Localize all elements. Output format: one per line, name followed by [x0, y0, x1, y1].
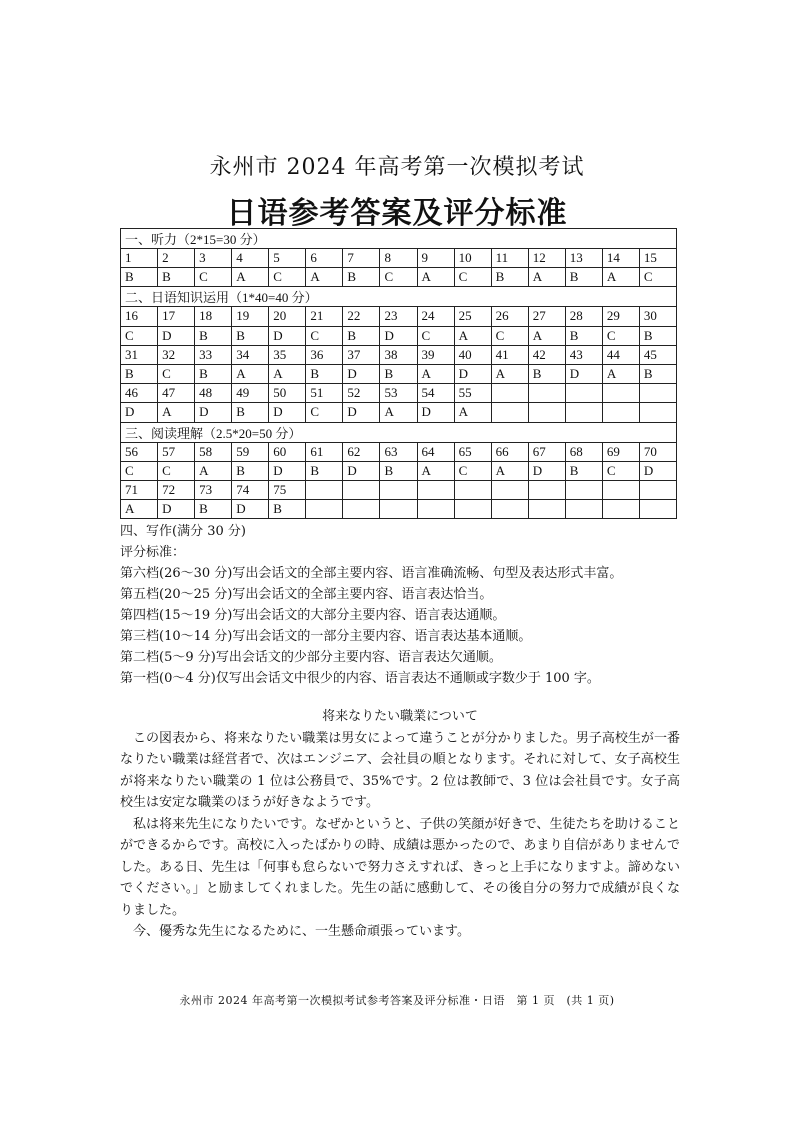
grade-line: 第五档(20～25 分)写出会话文的全部主要内容、语言表达恰当。 [120, 587, 493, 602]
answer-cell: D [639, 461, 676, 480]
question-number-cell: 60 [269, 442, 306, 461]
answer-cell: B [306, 364, 343, 383]
answer-cell: A [602, 268, 639, 287]
answer-cell: D [232, 500, 269, 519]
answer-cell: B [639, 326, 676, 345]
question-number-cell: 73 [195, 480, 232, 499]
question-number-cell: 63 [380, 442, 417, 461]
question-number-cell: 13 [565, 249, 602, 268]
question-number-cell: 69 [602, 442, 639, 461]
answer-cell: C [454, 268, 491, 287]
writing-criteria [120, 521, 680, 689]
exam-title: 永州市 2024 年高考第一次模拟考试 [209, 155, 585, 180]
question-number-cell: 74 [232, 480, 269, 499]
question-number-row [121, 307, 677, 326]
answer-cell: D [380, 326, 417, 345]
answer-cell [306, 500, 343, 519]
question-number-cell: 46 [121, 384, 158, 403]
answer-cell: A [528, 268, 565, 287]
answer-cell: B [639, 364, 676, 383]
question-number-cell [639, 384, 676, 403]
answer-cell: B [232, 403, 269, 422]
section-label: 二、日语知识运用（1*40=40 分） [121, 287, 677, 307]
answer-cell: A [454, 403, 491, 422]
answer-cell: A [158, 403, 195, 422]
answer-cell [491, 500, 528, 519]
question-number-cell: 38 [380, 345, 417, 364]
question-number-cell: 47 [158, 384, 195, 403]
answer-cell: B [528, 364, 565, 383]
question-number-cell: 2 [158, 249, 195, 268]
question-number-cell: 43 [565, 345, 602, 364]
question-number-cell: 58 [195, 442, 232, 461]
answer-cell: B [121, 364, 158, 383]
question-number-cell: 75 [269, 480, 306, 499]
answer-cell [639, 500, 676, 519]
question-number-cell: 8 [380, 249, 417, 268]
answer-cell: B [491, 268, 528, 287]
answer-cell: D [158, 326, 195, 345]
question-number-row [121, 442, 677, 461]
answer-cell: D [454, 364, 491, 383]
question-number-cell: 54 [417, 384, 454, 403]
question-number-cell: 48 [195, 384, 232, 403]
answer-cell [343, 500, 380, 519]
grade-line: 第四档(15～19 分)写出会话文的大部分主要内容、语言表达通顺。 [120, 608, 506, 623]
grade-line: 第六档(26～30 分)写出会话文的全部主要内容、语言准确流畅、句型及表达形式丰富。 [120, 566, 623, 581]
question-number-cell: 61 [306, 442, 343, 461]
answer-row [121, 403, 677, 422]
answer-cell: A [195, 461, 232, 480]
question-number-cell: 37 [343, 345, 380, 364]
answer-cell: B [380, 364, 417, 383]
answer-cell: A [491, 461, 528, 480]
question-number-cell: 50 [269, 384, 306, 403]
question-number-cell: 59 [232, 442, 269, 461]
question-number-cell: 9 [417, 249, 454, 268]
question-number-cell: 40 [454, 345, 491, 364]
question-number-cell: 34 [232, 345, 269, 364]
answer-cell: B [565, 268, 602, 287]
question-number-cell [602, 384, 639, 403]
question-number-cell: 21 [306, 307, 343, 326]
answer-cell [565, 403, 602, 422]
answer-cell: B [195, 500, 232, 519]
answer-cell: D [343, 403, 380, 422]
question-number-cell: 17 [158, 307, 195, 326]
criteria-label: 评分标准： [120, 545, 186, 560]
question-number-cell [602, 480, 639, 499]
question-number-cell: 33 [195, 345, 232, 364]
question-number-cell [343, 480, 380, 499]
writing-heading: 四、写作(满分 30 分) [120, 524, 246, 539]
question-number-cell: 23 [380, 307, 417, 326]
question-number-cell: 44 [602, 345, 639, 364]
answer-cell: C [417, 326, 454, 345]
answer-table [120, 228, 677, 519]
section-label: 一、听力（2*15=30 分） [121, 229, 677, 249]
grade-line: 第二档(5～9 分)写出会话文的少部分主要内容、语言表达欠通顺。 [120, 650, 502, 665]
answer-cell: A [417, 364, 454, 383]
question-number-cell: 49 [232, 384, 269, 403]
essay-title: 将来なりたい職業について [322, 709, 478, 724]
answer-cell [602, 403, 639, 422]
essay-paragraph: 私は将来先生になりたいです。なぜかというと、子供の笑顔が好きで、生徒たちを助けることができるからです。高校に入ったばかりの時、成績は悪かったので、あまり自信がありませんでした。ある日、先生は「何事も怠らないで努力さえすれば、きっと上手になりますよ。諦めないでください。」と励ましてくれました。先生の話に感動して、その後自分の努力で成績が良くなりました。 [120, 816, 680, 918]
answer-cell: D [195, 403, 232, 422]
answer-cell: D [417, 403, 454, 422]
question-number-cell [417, 480, 454, 499]
question-number-cell [565, 480, 602, 499]
answer-cell: A [306, 268, 343, 287]
question-number-cell: 32 [158, 345, 195, 364]
answer-cell [639, 403, 676, 422]
answer-cell: A [380, 403, 417, 422]
question-number-cell: 20 [269, 307, 306, 326]
page-footer: 永州市 2024 年高考第一次模拟考试参考答案及评分标准・日语 第 1 页 (共 1 页) [179, 994, 615, 1007]
question-number-cell: 11 [491, 249, 528, 268]
answer-cell: C [121, 326, 158, 345]
question-number-cell: 64 [417, 442, 454, 461]
answer-cell: C [121, 461, 158, 480]
question-number-cell: 12 [528, 249, 565, 268]
question-number-cell [306, 480, 343, 499]
answer-cell: A [121, 500, 158, 519]
answer-cell [565, 500, 602, 519]
question-number-cell: 4 [232, 249, 269, 268]
grade-line: 第一档(0～4 分)仅写出会话文中很少的内容、语言表达不通顺或字数少于 100 字。 [120, 671, 600, 686]
question-number-cell: 28 [565, 307, 602, 326]
question-number-cell: 71 [121, 480, 158, 499]
section-header-row [121, 229, 677, 249]
answer-cell [528, 500, 565, 519]
question-number-cell: 1 [121, 249, 158, 268]
answer-cell: C [380, 268, 417, 287]
question-number-cell: 41 [491, 345, 528, 364]
question-number-cell: 3 [195, 249, 232, 268]
answer-cell: A [454, 326, 491, 345]
question-number-row [121, 480, 677, 499]
answer-cell: B [306, 461, 343, 480]
question-number-cell: 14 [602, 249, 639, 268]
answer-cell: B [565, 326, 602, 345]
section-header-row [121, 287, 677, 307]
answer-cell: B [232, 461, 269, 480]
answer-cell: D [269, 403, 306, 422]
answer-cell [454, 500, 491, 519]
answer-cell: C [306, 326, 343, 345]
answer-cell: C [269, 268, 306, 287]
answer-cell: A [491, 364, 528, 383]
answer-cell [528, 403, 565, 422]
question-number-row [121, 345, 677, 364]
answer-cell: D [343, 461, 380, 480]
question-number-cell: 26 [491, 307, 528, 326]
answer-cell: B [380, 461, 417, 480]
section-label: 三、阅读理解（2.5*20=50 分） [121, 422, 677, 442]
answer-cell: C [158, 461, 195, 480]
question-number-cell: 65 [454, 442, 491, 461]
answer-row [121, 500, 677, 519]
question-number-cell: 62 [343, 442, 380, 461]
question-number-cell: 7 [343, 249, 380, 268]
question-number-row [121, 384, 677, 403]
answer-cell: A [232, 364, 269, 383]
question-number-cell: 72 [158, 480, 195, 499]
question-number-cell: 56 [121, 442, 158, 461]
answer-cell: B [158, 268, 195, 287]
answer-cell: C [306, 403, 343, 422]
answer-row [121, 326, 677, 345]
question-number-row [121, 249, 677, 268]
answer-cell: C [602, 461, 639, 480]
answer-cell: A [417, 268, 454, 287]
answer-cell: D [121, 403, 158, 422]
answer-cell: C [639, 268, 676, 287]
section-header-row [121, 422, 677, 442]
answer-cell: A [232, 268, 269, 287]
essay-paragraph: この図表から、将来なりたい職業は男女によって違うことが分かりました。男子高校生が一番なりたい職業は経営者で、次はエンジニア、会社員の順となります。それに対して、女子高校生が将来なりたい職業の 1 位は公務員で、35%です。2 位は教師で、3 位は会社員です。女子高校生は安定な職業のほうが好きなようです。 [120, 730, 680, 810]
question-number-cell: 5 [269, 249, 306, 268]
question-number-cell: 36 [306, 345, 343, 364]
question-number-cell: 25 [454, 307, 491, 326]
question-number-cell: 52 [343, 384, 380, 403]
question-number-cell: 45 [639, 345, 676, 364]
question-number-cell: 15 [639, 249, 676, 268]
answer-cell: C [491, 326, 528, 345]
question-number-cell: 19 [232, 307, 269, 326]
question-number-cell [565, 384, 602, 403]
answer-cell: C [195, 268, 232, 287]
answer-cell: A [602, 364, 639, 383]
answer-cell: C [454, 461, 491, 480]
question-number-cell [491, 384, 528, 403]
answer-cell: B [269, 500, 306, 519]
question-number-cell [528, 384, 565, 403]
question-number-cell: 29 [602, 307, 639, 326]
question-number-cell: 42 [528, 345, 565, 364]
answer-cell: D [565, 364, 602, 383]
answer-cell: B [195, 364, 232, 383]
answer-row [121, 364, 677, 383]
question-number-cell: 24 [417, 307, 454, 326]
answer-cell [380, 500, 417, 519]
answer-cell [491, 403, 528, 422]
question-number-cell [380, 480, 417, 499]
question-number-cell: 22 [343, 307, 380, 326]
answer-cell: B [565, 461, 602, 480]
answer-cell: A [417, 461, 454, 480]
question-number-cell: 55 [454, 384, 491, 403]
question-number-cell: 30 [639, 307, 676, 326]
answer-cell: C [602, 326, 639, 345]
question-number-cell: 18 [195, 307, 232, 326]
question-number-cell: 53 [380, 384, 417, 403]
question-number-cell [454, 480, 491, 499]
answer-cell: D [158, 500, 195, 519]
answer-cell: A [528, 326, 565, 345]
question-number-cell [639, 480, 676, 499]
question-number-cell: 39 [417, 345, 454, 364]
question-number-cell: 10 [454, 249, 491, 268]
question-number-cell: 51 [306, 384, 343, 403]
question-number-cell [491, 480, 528, 499]
grade-line: 第三档(10～14 分)写出会话文的一部分主要内容、语言表达基本通顺。 [120, 629, 532, 644]
question-number-cell: 6 [306, 249, 343, 268]
question-number-cell: 70 [639, 442, 676, 461]
question-number-cell [528, 480, 565, 499]
question-number-cell: 67 [528, 442, 565, 461]
model-essay [120, 706, 680, 943]
answer-cell: B [232, 326, 269, 345]
answer-row [121, 461, 677, 480]
question-number-cell: 68 [565, 442, 602, 461]
answer-cell: D [269, 461, 306, 480]
question-number-cell: 16 [121, 307, 158, 326]
question-number-cell: 27 [528, 307, 565, 326]
answer-cell: A [269, 364, 306, 383]
answer-cell: B [121, 268, 158, 287]
answer-cell: C [158, 364, 195, 383]
essay-paragraph: 今、優秀な先生になるために、一生懸命頑張っています。 [133, 924, 470, 939]
document-title: 日语参考答案及评分标准 [226, 196, 568, 231]
answer-cell: B [343, 326, 380, 345]
question-number-cell: 31 [121, 345, 158, 364]
answer-cell [417, 500, 454, 519]
answer-cell [602, 500, 639, 519]
answer-cell: D [528, 461, 565, 480]
answer-cell: D [269, 326, 306, 345]
answer-cell: B [195, 326, 232, 345]
question-number-cell: 57 [158, 442, 195, 461]
answer-row [121, 268, 677, 287]
answer-cell: B [343, 268, 380, 287]
answer-cell: D [343, 364, 380, 383]
question-number-cell: 35 [269, 345, 306, 364]
question-number-cell: 66 [491, 442, 528, 461]
